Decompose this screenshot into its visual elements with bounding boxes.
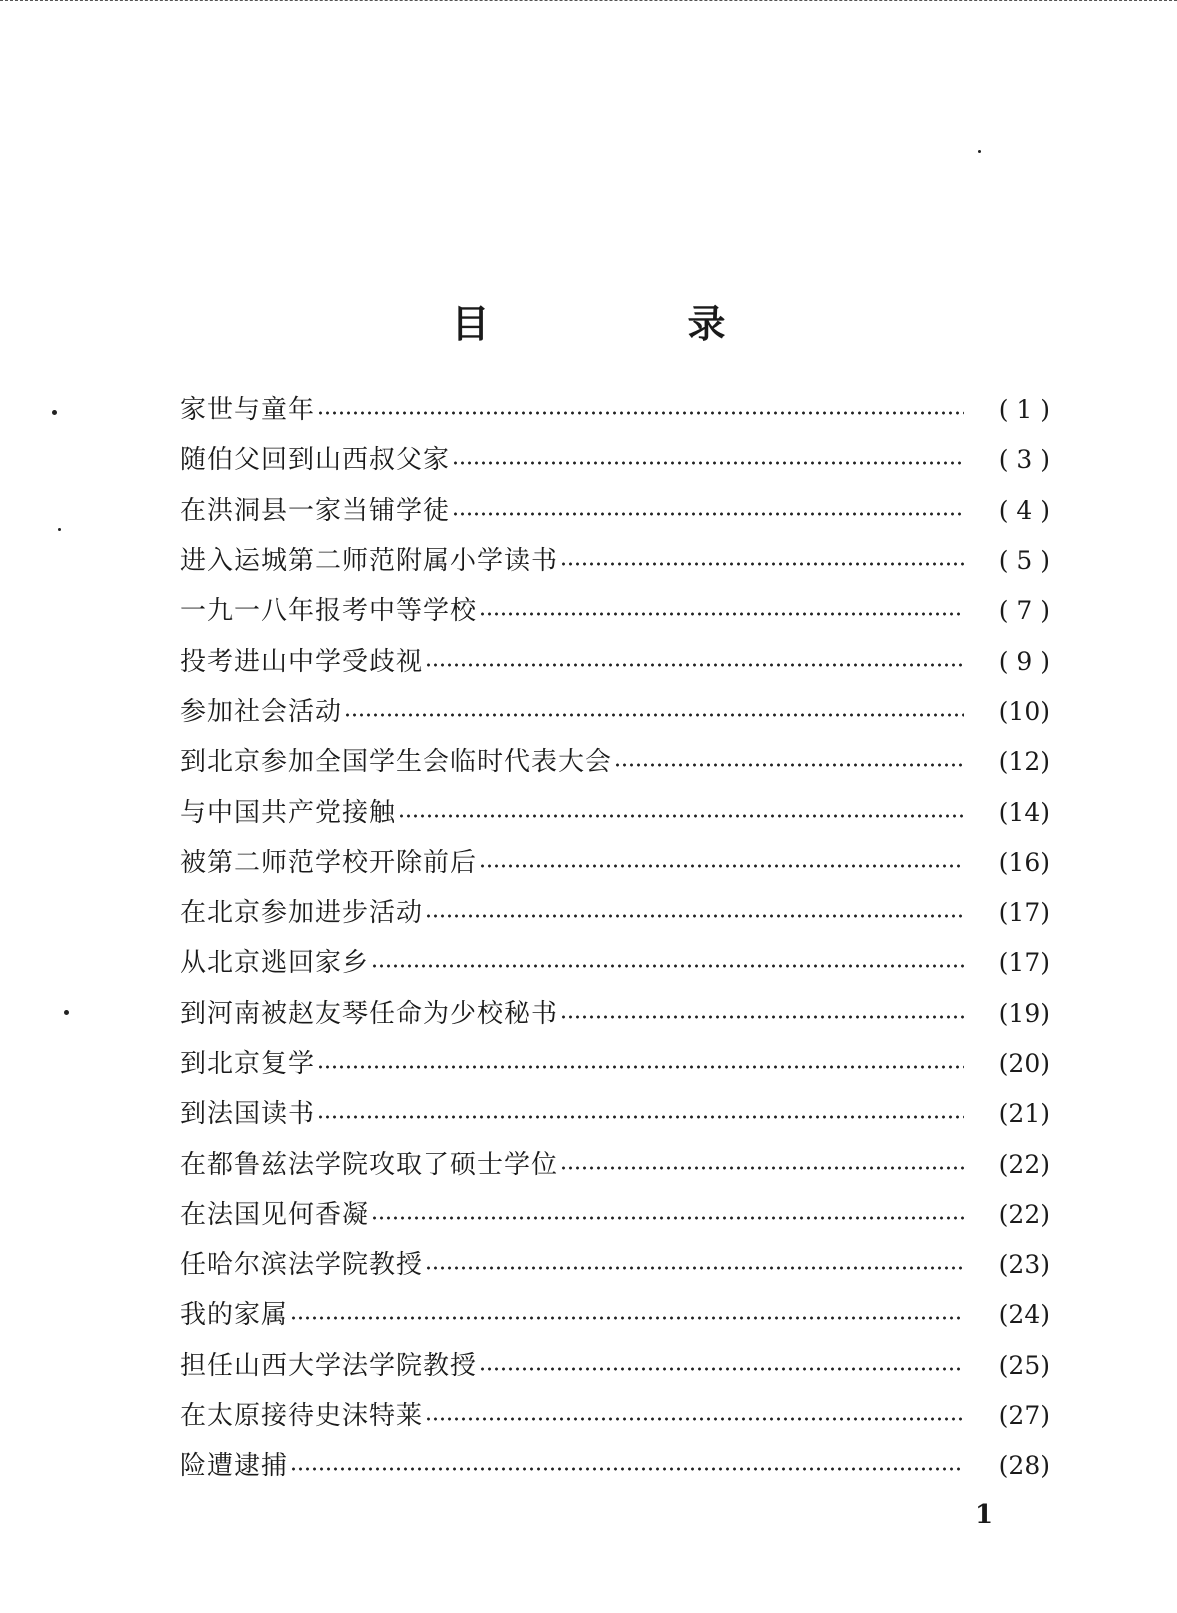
toc-entry — [180, 1089, 1050, 1139]
top-border-rule — [0, 0, 1177, 3]
toc-entry-title: 投考进山中学受歧视 — [180, 646, 424, 677]
toc-entry-page: (19) — [998, 998, 1050, 1028]
toc-entry-title: 一九一八年报考中等学校 — [180, 596, 478, 627]
toc-entry-title: 参加社会活动 — [180, 696, 343, 727]
toc-entry-title: 家世与童年 — [180, 395, 316, 426]
toc-dot-leader — [371, 964, 964, 968]
toc-dot-leader — [614, 763, 964, 767]
scan-speck — [52, 410, 57, 415]
toc-entry-title: 险遭逮捕 — [180, 1451, 289, 1482]
toc-dot-leader — [371, 1216, 964, 1220]
toc-entry-page: (28) — [998, 1451, 1050, 1481]
page-number: 1 — [975, 1500, 994, 1530]
toc-dot-leader — [290, 1316, 964, 1320]
table-of-contents — [180, 385, 1050, 1492]
toc-dot-leader — [560, 562, 964, 566]
toc-entry-title: 在法国见何香凝 — [180, 1199, 370, 1230]
toc-entry-page: ( 9 ) — [998, 646, 1050, 676]
toc-entry — [180, 636, 1050, 686]
toc-entry-page: (20) — [998, 1049, 1050, 1078]
toc-dot-leader — [425, 663, 964, 667]
scan-speck — [64, 1010, 69, 1015]
toc-entry-title: 与中国共产党接触 — [180, 797, 397, 828]
toc-entry-title: 到法国读书 — [180, 1099, 316, 1130]
toc-entry — [180, 737, 1050, 787]
toc-entry-title: 随伯父回到山西叔父家 — [180, 445, 451, 476]
toc-entry — [180, 1139, 1050, 1189]
toc-dot-leader — [479, 1367, 964, 1371]
toc-entry-page: ( 5 ) — [998, 546, 1050, 576]
toc-entry-title: 在都鲁兹法学院攻取了硕士学位 — [180, 1149, 559, 1180]
scan-speck — [978, 150, 981, 153]
toc-entry — [180, 1341, 1050, 1391]
toc-dot-leader — [317, 1115, 964, 1119]
toc-entry-page: (17) — [998, 898, 1050, 928]
scan-speck — [58, 528, 61, 531]
toc-entry-page: (14) — [998, 797, 1050, 827]
toc-entry-title: 任哈尔滨法学院教授 — [180, 1250, 424, 1281]
toc-dot-leader — [398, 814, 964, 818]
toc-entry-page: (24) — [998, 1300, 1050, 1330]
toc-entry-title: 从北京逃回家乡 — [180, 948, 370, 979]
toc-dot-leader — [425, 1417, 964, 1421]
toc-entry-title: 在北京参加进步活动 — [180, 898, 424, 929]
toc-entry-title: 我的家属 — [180, 1300, 289, 1331]
toc-dot-leader — [425, 914, 964, 918]
toc-entry — [180, 989, 1050, 1039]
toc-entry — [180, 1441, 1050, 1491]
toc-entry — [180, 536, 1050, 586]
toc-entry-title: 到北京参加全国学生会临时代表大会 — [180, 747, 613, 778]
toc-entry — [180, 586, 1050, 636]
toc-entry — [180, 486, 1050, 536]
toc-entry-page: (22) — [998, 1199, 1050, 1229]
toc-entry-page: (12) — [998, 747, 1050, 777]
toc-entry-page: (21) — [998, 1099, 1050, 1129]
toc-dot-leader — [317, 411, 964, 415]
toc-dot-leader — [317, 1065, 964, 1069]
toc-entry-page: ( 4 ) — [998, 495, 1050, 525]
toc-entry-page: ( 3 ) — [998, 445, 1050, 475]
toc-entry-page: (10) — [998, 696, 1050, 726]
toc-entry-page: (16) — [998, 847, 1050, 877]
toc-entry — [180, 938, 1050, 988]
toc-entry-page: ( 1 ) — [998, 395, 1050, 425]
toc-entry — [180, 385, 1050, 435]
toc-entry — [180, 435, 1050, 485]
toc-entry-page: (17) — [998, 948, 1050, 978]
toc-entry-title: 担任山西大学法学院教授 — [180, 1350, 478, 1381]
toc-entry — [180, 838, 1050, 888]
toc-dot-leader — [425, 1266, 964, 1270]
toc-dot-leader — [452, 461, 964, 465]
page-title: 目 录 — [451, 302, 806, 347]
toc-entry-title: 到北京复学 — [180, 1049, 316, 1079]
toc-entry-page: (23) — [998, 1250, 1050, 1280]
toc-entry-title: 被第二师范学校开除前后 — [180, 847, 478, 878]
toc-entry-page: (27) — [998, 1401, 1050, 1431]
toc-entry — [180, 1039, 1050, 1089]
toc-entry-title: 在洪洞县一家当铺学徒 — [180, 495, 451, 526]
toc-entry-page: (22) — [998, 1149, 1050, 1179]
toc-dot-leader — [479, 864, 964, 868]
toc-entry — [180, 1391, 1050, 1441]
toc-dot-leader — [452, 512, 964, 516]
toc-entry-page: (25) — [998, 1350, 1050, 1380]
toc-dot-leader — [560, 1166, 964, 1170]
toc-entry-title: 在太原接待史沫特莱 — [180, 1401, 424, 1432]
toc-entry — [180, 888, 1050, 938]
toc-dot-leader — [479, 612, 964, 616]
toc-entry-title: 到河南被赵友琴任命为少校秘书 — [180, 998, 559, 1029]
toc-entry — [180, 787, 1050, 837]
toc-dot-leader — [290, 1467, 964, 1471]
toc-entry-page: ( 7 ) — [998, 596, 1050, 626]
toc-entry — [180, 1190, 1050, 1240]
toc-entry — [180, 687, 1050, 737]
toc-entry — [180, 1290, 1050, 1340]
toc-dot-leader — [560, 1015, 964, 1019]
toc-dot-leader — [344, 713, 964, 717]
toc-entry — [180, 1240, 1050, 1290]
toc-entry-title: 进入运城第二师范附属小学读书 — [180, 546, 559, 577]
